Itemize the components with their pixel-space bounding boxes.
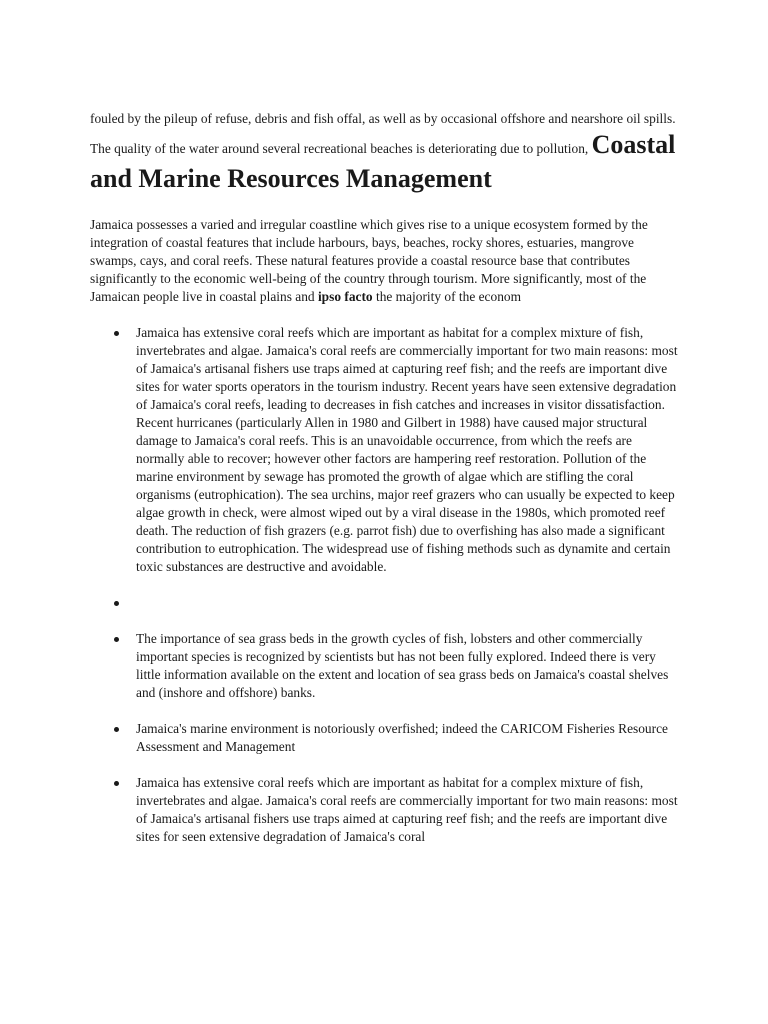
intro-text: fouled by the pileup of refuse, debris and fish offal, as well as by occasional offshore and nearshore oil spills. The quality of the water around several recreational beaches is deteriorating due to pollution, bbox=[90, 111, 676, 156]
list-item-empty bbox=[90, 594, 678, 612]
section-heading: Coastal and Marine Resources Management bbox=[90, 130, 676, 193]
paragraph-text-after: the majority of the econom bbox=[372, 289, 521, 304]
bullet-icon bbox=[114, 637, 119, 642]
list-item-text: The importance of sea grass beds in the growth cycles of fish, lobsters and other commercially important species is recognized by scientists but has not been fully explored. Indeed there is very little information available on the extent and location of sea grass beds on Jamaica's coastal shelves and (inshore and offshore) banks. bbox=[136, 631, 669, 700]
list-item-text: Jamaica has extensive coral reefs which are important as habitat for a complex mixture of fish, invertebrates and algae. Jamaica's coral reefs are commercially important for two main reasons: most of Jamaica's artisanal fishers use traps aimed at capturing reef fish; and the reefs are important dive sites for seen extensive degradation of Jamaica's coral bbox=[136, 775, 678, 844]
bullet-icon bbox=[114, 781, 119, 786]
bullet-icon bbox=[114, 331, 119, 336]
paragraph-text-before: Jamaica possesses a varied and irregular coastline which gives rise to a unique ecosystem formed by the integration of coastal features that include harbours, bays, beaches, rocky shores, estuaries, mangrove swamps, cays, and coral reefs. These natural features provide a coastal resource base that contributes significantly to the economic well-being of the country through tourism. More significantly, most of the Jamaican people live in coastal plains and bbox=[90, 217, 648, 304]
paragraph-bold-term: ipso facto bbox=[317, 289, 373, 304]
list-item-text: Jamaica's marine environment is notoriously overfished; indeed the CARICOM Fisheries Resource Assessment and Management bbox=[136, 721, 668, 754]
bullet-icon bbox=[114, 727, 119, 732]
bullet-icon bbox=[114, 601, 119, 606]
list-item bbox=[90, 774, 678, 846]
list-item bbox=[90, 324, 678, 576]
list-item bbox=[90, 630, 678, 702]
coastline-paragraph bbox=[90, 216, 678, 306]
list-item bbox=[90, 720, 678, 756]
document-content bbox=[90, 110, 678, 864]
bullet-list bbox=[90, 324, 678, 846]
intro-paragraph bbox=[90, 110, 678, 196]
list-item-text: Jamaica has extensive coral reefs which are important as habitat for a complex mixture of fish, invertebrates and algae. Jamaica's coral reefs are commercially important for two main reasons: most of Jamaica's artisanal fishers use traps aimed at capturing reef fish; and the reefs are important dive sites for water sports operators in the tourism industry. Recent years have seen extensive degradation of Jamaica's coral reefs, leading to decreases in fish catches and increases in visitor dissatisfaction. Recent hurricanes (particularly Allen in 1980 and Gilbert in 1988) have caused major structural damage to Jamaica's coral reefs. This is an unavoidable occurrence, from which the reefs are normally able to recover; however other factors are hampering reef restoration. Pollution of the marine environment by sewage has promoted the growth of algae which are stifling the coral organisms (eutrophication). The sea urchins, major reef grazers who can usually be expected to keep algae growth in check, were almost wiped out by a viral disease in the 1980s, which promoted reef death. The reduction of fish grazers (e.g. parrot fish) due to overfishing has also made a significant contribution to eutrophication. The widespread use of fishing methods such as dynamite and certain toxic substances are destructive and avoidable. bbox=[136, 325, 678, 574]
